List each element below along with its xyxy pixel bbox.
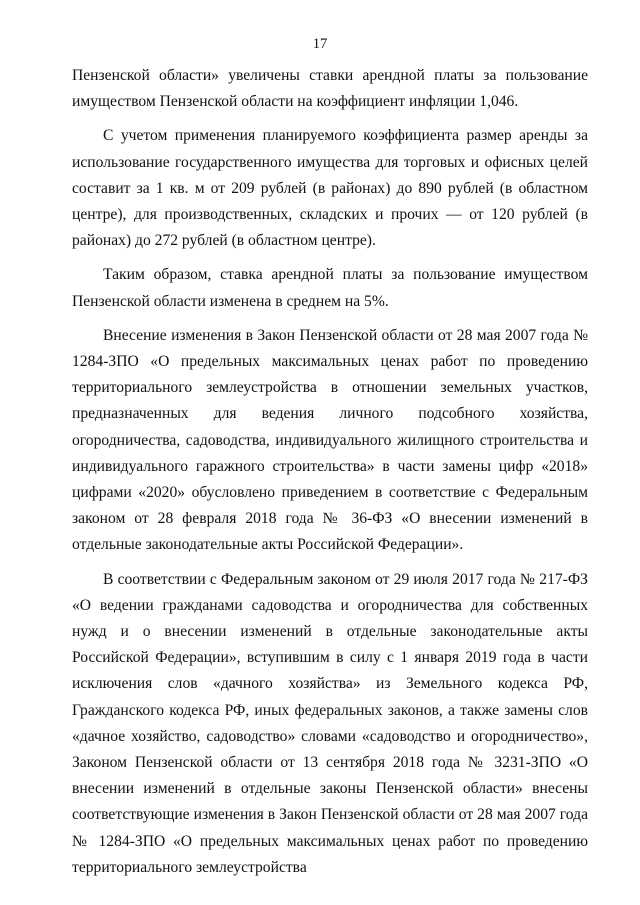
paragraph-law-amendment-2020: Внесение изменения в Закон Пензенской области от 28 мая 2007 года № 1284-ЗПО «О предельных максимальных ценах работ по проведению территориального землеустройства в отношении земельных участков, предназначенных для ведения личного подсобного хозяйства, огородничества, садоводства, индивидуального жилищного строительства и индивидуального гаражного строительства» в части замены цифр «2018» цифрами «2020» обусловлено приведением в соответствие с Федеральным законом от 28 февраля 2018 года № 36-ФЗ «О внесении изменений в отдельные законодательные акты Российской Федерации». [72,326,588,554]
paragraph-federal-law-217: В соответствии с Федеральным законом от 29 июля 2017 года № 217-ФЗ «О ведении гражданами садоводства и огородничества для собственных нужд и о внесении изменений в отдельные законодательные акты Российской Федерации», вступившим в силу с 1 января 2019 года в части исключения слов «дачного хозяйства» из Земельного кодекса РФ, Гражданского кодекса РФ, иных федеральных законов, а также замены слов «дачное хозяйство, садоводство» словами «садоводство и огородничество», Законом Пензенской области от 13 сентября 2018 года № 3231-ЗПО «О внесении изменений в отдельные законы Пензенской области» внесены соответствующие изменения в Закон Пензенской области от 28 мая 2007 года № 1284-ЗПО «О предельных максимальных ценах работ по проведению территориального землеустройства [72,570,588,876]
page-number: 17 [312,36,328,52]
paragraph-rental-rates-continued: Пензенской области» увеличены ставки арендной платы за пользование имуществом Пензенской области на коэффициент инфляции 1,046. [72,67,588,111]
paragraph-average-change: Таким образом, ставка арендной платы за пользование имуществом Пензенской области изменена в среднем на 5%. [72,266,588,310]
document-body [72,63,588,889]
paragraph-rental-size: С учетом применения планируемого коэффициента размер аренды за использование государственного имущества для торговых и офисных целей составит за 1 кв. м от 209 рублей (в районах) до 890 рублей (в областном центре), для производственных, складских и прочих — от 120 рублей (в районах) до 272 рублей (в областном центре). [72,127,588,250]
